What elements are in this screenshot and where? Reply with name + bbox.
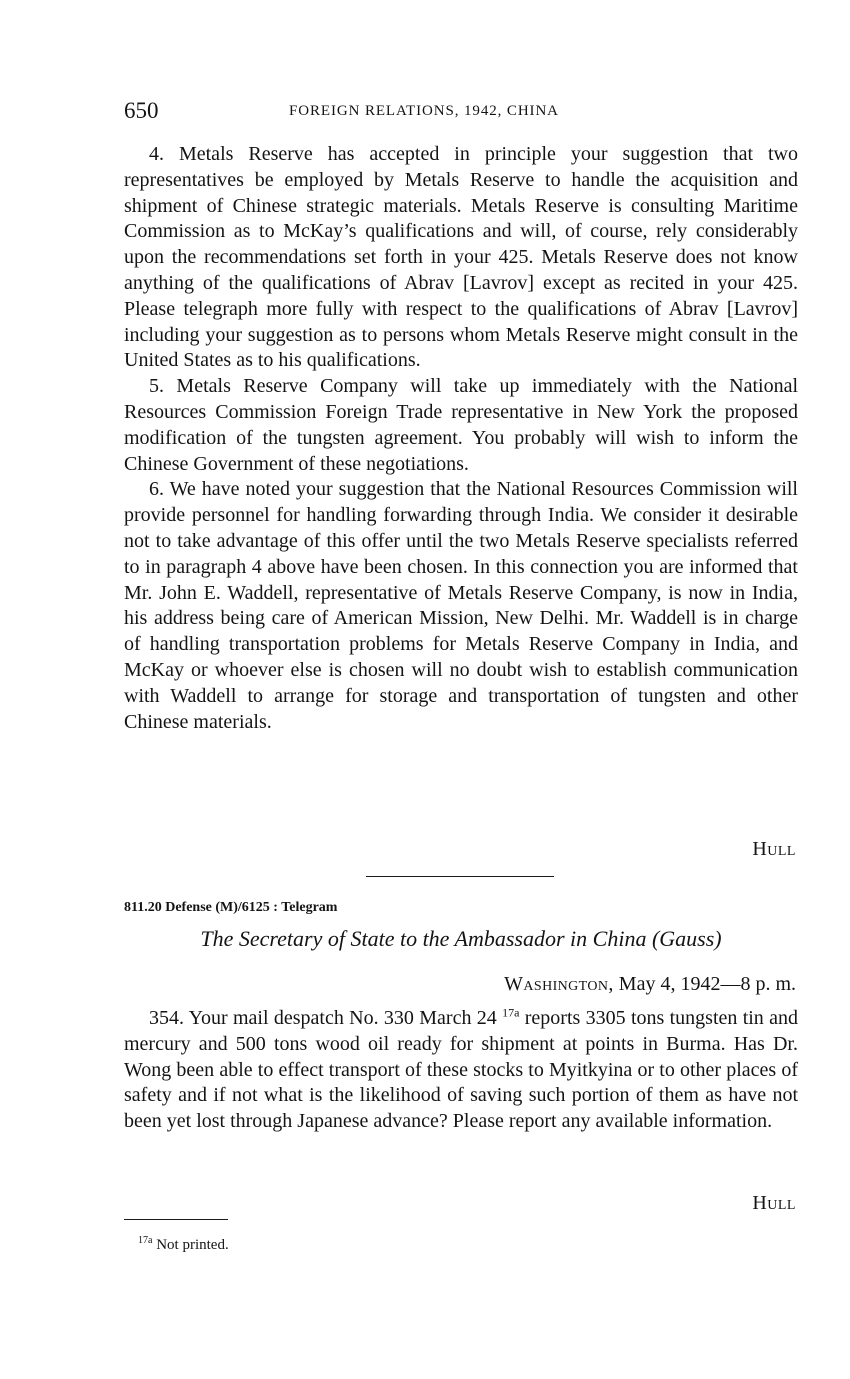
paragraph-4: 4. Metals Reserve has accepted in principle your suggestion that two representatives be employed by Metals Reserve to handle the acquisition and shipment of Chinese strategic materials. Metals Reserve is consulting Maritime Commission as to McKay’s qualifications and will, of course, rely considerably upon the recommendations set forth in your 425. Metals Reserve does not know anything of the qualifications of Abrav [Lavrov] except as recited in your 425. Please telegraph more fully with respect to the qualifications of Abrav [Lavrov] including your suggestion as to persons whom Metals Reserve might consult in the United States as to his qualifications. <box>124 143 798 372</box>
footnote-text: Not printed. <box>156 1237 229 1253</box>
paragraph-354-rest: reports 3305 tons tungsten tin and mercury and 500 tons wood oil ready for shipment at points in Burma. Has Dr. Wong been able to effect transport of these stocks to Myitkyina or to other places of safety and if not what is the likelihood of saving such portion of them as have not been yet lost through Japanese advance? Please report any available information. <box>124 1007 799 1133</box>
page-number: 650 <box>124 98 159 123</box>
footnote-rule <box>124 1219 228 1220</box>
running-head <box>124 96 798 126</box>
file-reference: 811.20 Defense (M)/6125 : Telegram <box>124 900 338 915</box>
signature-hull-1: Hull <box>752 838 796 860</box>
running-head-title: FOREIGN RELATIONS, 1942, CHINA <box>289 103 559 119</box>
paragraph-354 <box>124 1006 798 1135</box>
footnote <box>138 1234 229 1256</box>
document-two-body <box>124 1006 798 1135</box>
dateline-date: May 4, 1942—8 p. m. <box>618 973 796 995</box>
dateline <box>504 970 796 998</box>
document-one-body <box>124 142 798 735</box>
paragraph-6: 6. We have noted your suggestion that the National Resources Commission will provide personnel for handling forwarding through India. We consider it desirable not to take advantage of this offer until the two Metals Reserve specialists referred to in paragraph 4 above have been chosen. In this connection you are informed that Mr. John E. Waddell, representative of Metals Reserve Company, is now in India, his address being care of American Mission, New Delhi. Mr. Waddell is in charge of handling transportation problems for Metals Reserve Company in India, and McKay or whoever else is chosen will no doubt wish to establish communication with Waddell to arrange for storage and transportation of tungsten and other Chinese materials. <box>124 478 798 733</box>
dateline-place: Washington, <box>504 973 614 995</box>
section-divider <box>366 876 554 877</box>
footnote-marker: 17a <box>138 1235 153 1246</box>
paragraph-5: 5. Metals Reserve Company will take up immediately with the National Resources Commission Foreign Trade representative in New York the proposed modification of the tungsten agreement. You probably will wish to inform the Chinese Government of these negotiations. <box>124 375 798 475</box>
paragraph-354-start: 354. Your mail despatch No. 330 March 24 <box>149 1007 497 1029</box>
signature-hull-2: Hull <box>752 1192 796 1214</box>
document-heading: The Secretary of State to the Ambassador in China (Gauss) <box>200 926 722 951</box>
footnote-reference[interactable]: 17a <box>502 1005 520 1020</box>
